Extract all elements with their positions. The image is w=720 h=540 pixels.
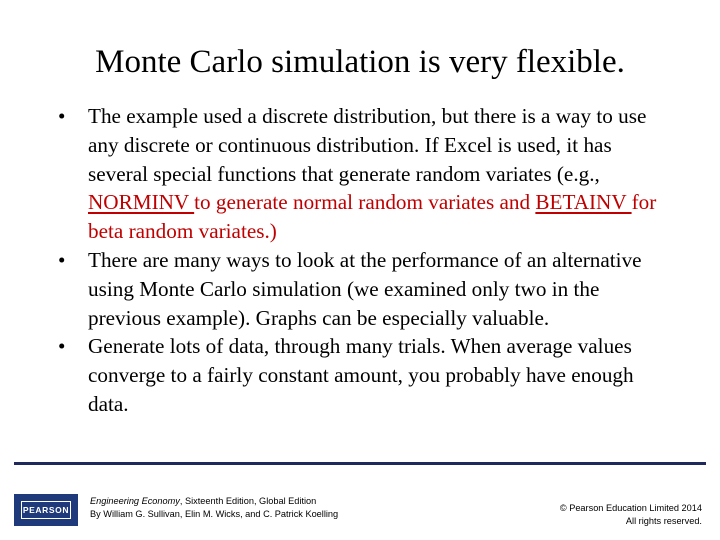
norminv-link[interactable]: NORMINV <box>88 190 195 215</box>
footer-copyright <box>560 502 702 528</box>
bullet-item-2 <box>56 246 676 332</box>
betainv-link[interactable]: BETAINV <box>535 190 632 215</box>
footer-rights-line: All rights reserved. <box>625 516 702 526</box>
bullet-1-text: The example used a discrete distribution, but there is a way to use any discrete or continuous distribution. If Excel is used, it has several special functions that generate random variates (e.g., <box>88 104 647 186</box>
bullet-dot-icon: • <box>58 104 66 128</box>
footer-authors: By William G. Sullivan, Elin M. Wicks, and C. Patrick Koelling <box>90 509 339 519</box>
footer-citation <box>90 495 338 521</box>
slide-title: Monte Carlo simulation is very flexible. <box>95 44 625 80</box>
bullet-1-red-text-a: to generate normal random variates and <box>194 190 536 215</box>
bullet-item-3 <box>56 332 676 418</box>
bullet-2-text: There are many ways to look at the performance of an alternative using Monte Carlo simulation (we examined only two in the previous example). Graphs can be especially valuable. <box>88 247 642 330</box>
bullet-list <box>56 102 676 419</box>
bullet-dot-icon: • <box>58 334 66 359</box>
pearson-logo <box>14 494 78 526</box>
footer-edition: , Sixteenth Edition, Global Edition <box>179 496 317 506</box>
bullet-dot-icon: • <box>58 247 66 272</box>
bullet-3-text: Generate lots of data, through many trials. When average values converge to a fairly constant amount, you probably have enough data. <box>88 334 634 416</box>
pearson-logo-text: PEARSON <box>21 501 71 519</box>
footer-book-title: Engineering Economy <box>90 496 180 506</box>
footer-copyright-line: © Pearson Education Limited 2014 <box>559 503 702 513</box>
footer-book-line <box>90 495 338 508</box>
footer-divider <box>14 462 706 465</box>
bullet-item-1 <box>56 102 676 246</box>
bullet-1-red-text-b: for beta random variates.) <box>88 190 657 244</box>
